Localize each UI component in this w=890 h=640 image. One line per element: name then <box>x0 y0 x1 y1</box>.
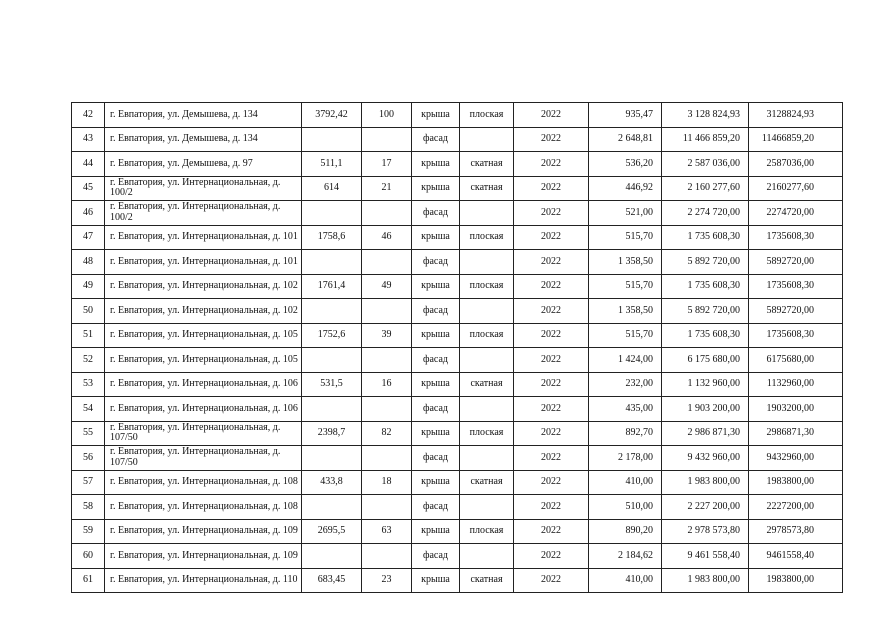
quantity-cell: 82 <box>362 421 412 446</box>
table-row <box>72 348 843 373</box>
document-page <box>71 102 842 593</box>
cost-cell: 9 461 558,40 <box>662 544 749 569</box>
row-number-cell: 48 <box>72 250 105 275</box>
row-number-cell: 45 <box>72 176 105 201</box>
cost-cell: 2 587 036,00 <box>662 152 749 177</box>
area-cell: 614 <box>302 176 362 201</box>
cost-cell: 2 986 871,30 <box>662 421 749 446</box>
roof-kind-cell: скатная <box>460 372 514 397</box>
roof-kind-cell <box>460 495 514 520</box>
year-cell: 2022 <box>514 568 589 593</box>
table-row <box>72 372 843 397</box>
table-row <box>72 127 843 152</box>
row-number-cell: 51 <box>72 323 105 348</box>
quantity-cell <box>362 544 412 569</box>
cost-cell: 11 466 859,20 <box>662 127 749 152</box>
roof-kind-cell: плоская <box>460 323 514 348</box>
area-cell: 1752,6 <box>302 323 362 348</box>
total-cell: 2160277,60 <box>749 176 843 201</box>
element-type-cell: крыша <box>412 152 460 177</box>
cost-cell: 1 983 800,00 <box>662 470 749 495</box>
table-row <box>72 519 843 544</box>
unit-volume-cell: 232,00 <box>589 372 662 397</box>
row-number-cell: 47 <box>72 225 105 250</box>
roof-kind-cell: плоская <box>460 519 514 544</box>
roof-kind-cell <box>460 544 514 569</box>
unit-volume-cell: 515,70 <box>589 274 662 299</box>
address-cell: г. Евпатория, ул. Интернациональная, д. 109 <box>105 519 302 544</box>
unit-volume-cell: 2 178,00 <box>589 446 662 471</box>
address-cell: г. Евпатория, ул. Интернациональная, д. 105 <box>105 323 302 348</box>
table-body <box>72 103 843 593</box>
total-cell: 5892720,00 <box>749 250 843 275</box>
cost-cell: 5 892 720,00 <box>662 250 749 275</box>
unit-volume-cell: 521,00 <box>589 201 662 226</box>
cost-cell: 3 128 824,93 <box>662 103 749 128</box>
total-cell: 5892720,00 <box>749 299 843 324</box>
year-cell: 2022 <box>514 446 589 471</box>
roof-kind-cell: плоская <box>460 421 514 446</box>
element-type-cell: крыша <box>412 519 460 544</box>
area-cell <box>302 495 362 520</box>
address-cell: г. Евпатория, ул. Интернациональная, д. 100/2 <box>105 201 302 226</box>
area-cell <box>302 397 362 422</box>
unit-volume-cell: 515,70 <box>589 225 662 250</box>
element-type-cell: фасад <box>412 127 460 152</box>
year-cell: 2022 <box>514 176 589 201</box>
cost-cell: 2 160 277,60 <box>662 176 749 201</box>
year-cell: 2022 <box>514 544 589 569</box>
row-number-cell: 44 <box>72 152 105 177</box>
element-type-cell: крыша <box>412 176 460 201</box>
unit-volume-cell: 435,00 <box>589 397 662 422</box>
element-type-cell: крыша <box>412 323 460 348</box>
address-cell: г. Евпатория, ул. Интернациональная, д. 107/50 <box>105 446 302 471</box>
row-number-cell: 55 <box>72 421 105 446</box>
roof-kind-cell: скатная <box>460 470 514 495</box>
table-row <box>72 152 843 177</box>
total-cell: 1132960,00 <box>749 372 843 397</box>
address-cell: г. Евпатория, ул. Интернациональная, д. 102 <box>105 299 302 324</box>
address-cell: г. Евпатория, ул. Интернациональная, д. 108 <box>105 470 302 495</box>
unit-volume-cell: 890,20 <box>589 519 662 544</box>
quantity-cell: 63 <box>362 519 412 544</box>
total-cell: 1983800,00 <box>749 470 843 495</box>
element-type-cell: фасад <box>412 250 460 275</box>
roof-kind-cell <box>460 201 514 226</box>
row-number-cell: 54 <box>72 397 105 422</box>
table-row <box>72 225 843 250</box>
unit-volume-cell: 2 184,62 <box>589 544 662 569</box>
cost-cell: 2 978 573,80 <box>662 519 749 544</box>
year-cell: 2022 <box>514 372 589 397</box>
row-number-cell: 60 <box>72 544 105 569</box>
repair-schedule-table <box>71 102 843 593</box>
cost-cell: 6 175 680,00 <box>662 348 749 373</box>
area-cell: 1761,4 <box>302 274 362 299</box>
address-cell: г. Евпатория, ул. Интернациональная, д. 110 <box>105 568 302 593</box>
total-cell: 2986871,30 <box>749 421 843 446</box>
unit-volume-cell: 1 358,50 <box>589 250 662 275</box>
quantity-cell: 39 <box>362 323 412 348</box>
row-number-cell: 42 <box>72 103 105 128</box>
table-row <box>72 323 843 348</box>
table-row <box>72 176 843 201</box>
row-number-cell: 53 <box>72 372 105 397</box>
year-cell: 2022 <box>514 225 589 250</box>
unit-volume-cell: 2 648,81 <box>589 127 662 152</box>
quantity-cell: 100 <box>362 103 412 128</box>
total-cell: 6175680,00 <box>749 348 843 373</box>
quantity-cell <box>362 495 412 520</box>
quantity-cell: 49 <box>362 274 412 299</box>
table-row <box>72 544 843 569</box>
address-cell: г. Евпатория, ул. Интернациональная, д. 108 <box>105 495 302 520</box>
table-row <box>72 250 843 275</box>
quantity-cell <box>362 397 412 422</box>
total-cell: 2587036,00 <box>749 152 843 177</box>
year-cell: 2022 <box>514 470 589 495</box>
address-cell: г. Евпатория, ул. Интернациональная, д. 109 <box>105 544 302 569</box>
quantity-cell <box>362 201 412 226</box>
total-cell: 9432960,00 <box>749 446 843 471</box>
quantity-cell <box>362 446 412 471</box>
area-cell: 2695,5 <box>302 519 362 544</box>
row-number-cell: 58 <box>72 495 105 520</box>
address-cell: г. Евпатория, ул. Демышева, д. 97 <box>105 152 302 177</box>
cost-cell: 1 983 800,00 <box>662 568 749 593</box>
roof-kind-cell <box>460 397 514 422</box>
area-cell <box>302 544 362 569</box>
year-cell: 2022 <box>514 348 589 373</box>
address-cell: г. Евпатория, ул. Интернациональная, д. 107/50 <box>105 421 302 446</box>
total-cell: 2227200,00 <box>749 495 843 520</box>
row-number-cell: 56 <box>72 446 105 471</box>
quantity-cell: 23 <box>362 568 412 593</box>
address-cell: г. Евпатория, ул. Демышева, д. 134 <box>105 127 302 152</box>
table-row <box>72 568 843 593</box>
element-type-cell: крыша <box>412 372 460 397</box>
quantity-cell: 17 <box>362 152 412 177</box>
cost-cell: 5 892 720,00 <box>662 299 749 324</box>
row-number-cell: 59 <box>72 519 105 544</box>
roof-kind-cell <box>460 127 514 152</box>
year-cell: 2022 <box>514 495 589 520</box>
unit-volume-cell: 515,70 <box>589 323 662 348</box>
row-number-cell: 46 <box>72 201 105 226</box>
row-number-cell: 61 <box>72 568 105 593</box>
quantity-cell <box>362 250 412 275</box>
cost-cell: 1 735 608,30 <box>662 323 749 348</box>
row-number-cell: 52 <box>72 348 105 373</box>
table-row <box>72 274 843 299</box>
year-cell: 2022 <box>514 299 589 324</box>
roof-kind-cell <box>460 446 514 471</box>
address-cell: г. Евпатория, ул. Интернациональная, д. 101 <box>105 225 302 250</box>
address-cell: г. Евпатория, ул. Интернациональная, д. 106 <box>105 397 302 422</box>
table-row <box>72 421 843 446</box>
year-cell: 2022 <box>514 274 589 299</box>
quantity-cell <box>362 348 412 373</box>
element-type-cell: фасад <box>412 446 460 471</box>
area-cell <box>302 446 362 471</box>
element-type-cell: крыша <box>412 274 460 299</box>
table-row <box>72 299 843 324</box>
total-cell: 1735608,30 <box>749 323 843 348</box>
roof-kind-cell: скатная <box>460 176 514 201</box>
year-cell: 2022 <box>514 152 589 177</box>
roof-kind-cell <box>460 348 514 373</box>
unit-volume-cell: 410,00 <box>589 470 662 495</box>
cost-cell: 1 903 200,00 <box>662 397 749 422</box>
total-cell: 2274720,00 <box>749 201 843 226</box>
area-cell: 1758,6 <box>302 225 362 250</box>
cost-cell: 1 735 608,30 <box>662 225 749 250</box>
area-cell: 531,5 <box>302 372 362 397</box>
area-cell <box>302 127 362 152</box>
area-cell: 3792,42 <box>302 103 362 128</box>
address-cell: г. Евпатория, ул. Интернациональная, д. 100/2 <box>105 176 302 201</box>
element-type-cell: крыша <box>412 225 460 250</box>
total-cell: 3128824,93 <box>749 103 843 128</box>
roof-kind-cell: плоская <box>460 225 514 250</box>
cost-cell: 9 432 960,00 <box>662 446 749 471</box>
cost-cell: 2 227 200,00 <box>662 495 749 520</box>
table-row <box>72 103 843 128</box>
quantity-cell: 46 <box>362 225 412 250</box>
year-cell: 2022 <box>514 421 589 446</box>
roof-kind-cell: плоская <box>460 103 514 128</box>
year-cell: 2022 <box>514 397 589 422</box>
year-cell: 2022 <box>514 250 589 275</box>
unit-volume-cell: 446,92 <box>589 176 662 201</box>
roof-kind-cell <box>460 299 514 324</box>
element-type-cell: фасад <box>412 201 460 226</box>
year-cell: 2022 <box>514 103 589 128</box>
area-cell <box>302 250 362 275</box>
total-cell: 1903200,00 <box>749 397 843 422</box>
unit-volume-cell: 536,20 <box>589 152 662 177</box>
cost-cell: 2 274 720,00 <box>662 201 749 226</box>
total-cell: 1983800,00 <box>749 568 843 593</box>
address-cell: г. Евпатория, ул. Интернациональная, д. 106 <box>105 372 302 397</box>
address-cell: г. Евпатория, ул. Интернациональная, д. 105 <box>105 348 302 373</box>
element-type-cell: крыша <box>412 421 460 446</box>
unit-volume-cell: 935,47 <box>589 103 662 128</box>
table-row <box>72 446 843 471</box>
element-type-cell: крыша <box>412 568 460 593</box>
roof-kind-cell: скатная <box>460 568 514 593</box>
unit-volume-cell: 410,00 <box>589 568 662 593</box>
element-type-cell: фасад <box>412 299 460 324</box>
element-type-cell: крыша <box>412 470 460 495</box>
area-cell <box>302 299 362 324</box>
element-type-cell: фасад <box>412 495 460 520</box>
roof-kind-cell <box>460 250 514 275</box>
address-cell: г. Евпатория, ул. Интернациональная, д. 102 <box>105 274 302 299</box>
total-cell: 1735608,30 <box>749 225 843 250</box>
year-cell: 2022 <box>514 127 589 152</box>
total-cell: 2978573,80 <box>749 519 843 544</box>
area-cell: 683,45 <box>302 568 362 593</box>
unit-volume-cell: 1 424,00 <box>589 348 662 373</box>
quantity-cell <box>362 127 412 152</box>
address-cell: г. Евпатория, ул. Интернациональная, д. 101 <box>105 250 302 275</box>
roof-kind-cell: плоская <box>460 274 514 299</box>
quantity-cell: 21 <box>362 176 412 201</box>
row-number-cell: 57 <box>72 470 105 495</box>
cost-cell: 1 735 608,30 <box>662 274 749 299</box>
row-number-cell: 49 <box>72 274 105 299</box>
year-cell: 2022 <box>514 323 589 348</box>
element-type-cell: фасад <box>412 348 460 373</box>
cost-cell: 1 132 960,00 <box>662 372 749 397</box>
total-cell: 1735608,30 <box>749 274 843 299</box>
unit-volume-cell: 892,70 <box>589 421 662 446</box>
address-cell: г. Евпатория, ул. Демышева, д. 134 <box>105 103 302 128</box>
total-cell: 9461558,40 <box>749 544 843 569</box>
year-cell: 2022 <box>514 519 589 544</box>
element-type-cell: крыша <box>412 103 460 128</box>
quantity-cell: 16 <box>362 372 412 397</box>
table-row <box>72 201 843 226</box>
unit-volume-cell: 510,00 <box>589 495 662 520</box>
quantity-cell <box>362 299 412 324</box>
element-type-cell: фасад <box>412 544 460 569</box>
area-cell: 2398,7 <box>302 421 362 446</box>
table-row <box>72 470 843 495</box>
area-cell: 511,1 <box>302 152 362 177</box>
total-cell: 11466859,20 <box>749 127 843 152</box>
year-cell: 2022 <box>514 201 589 226</box>
table-row <box>72 495 843 520</box>
quantity-cell: 18 <box>362 470 412 495</box>
row-number-cell: 43 <box>72 127 105 152</box>
area-cell <box>302 201 362 226</box>
roof-kind-cell: скатная <box>460 152 514 177</box>
row-number-cell: 50 <box>72 299 105 324</box>
unit-volume-cell: 1 358,50 <box>589 299 662 324</box>
element-type-cell: фасад <box>412 397 460 422</box>
area-cell: 433,8 <box>302 470 362 495</box>
area-cell <box>302 348 362 373</box>
table-row <box>72 397 843 422</box>
